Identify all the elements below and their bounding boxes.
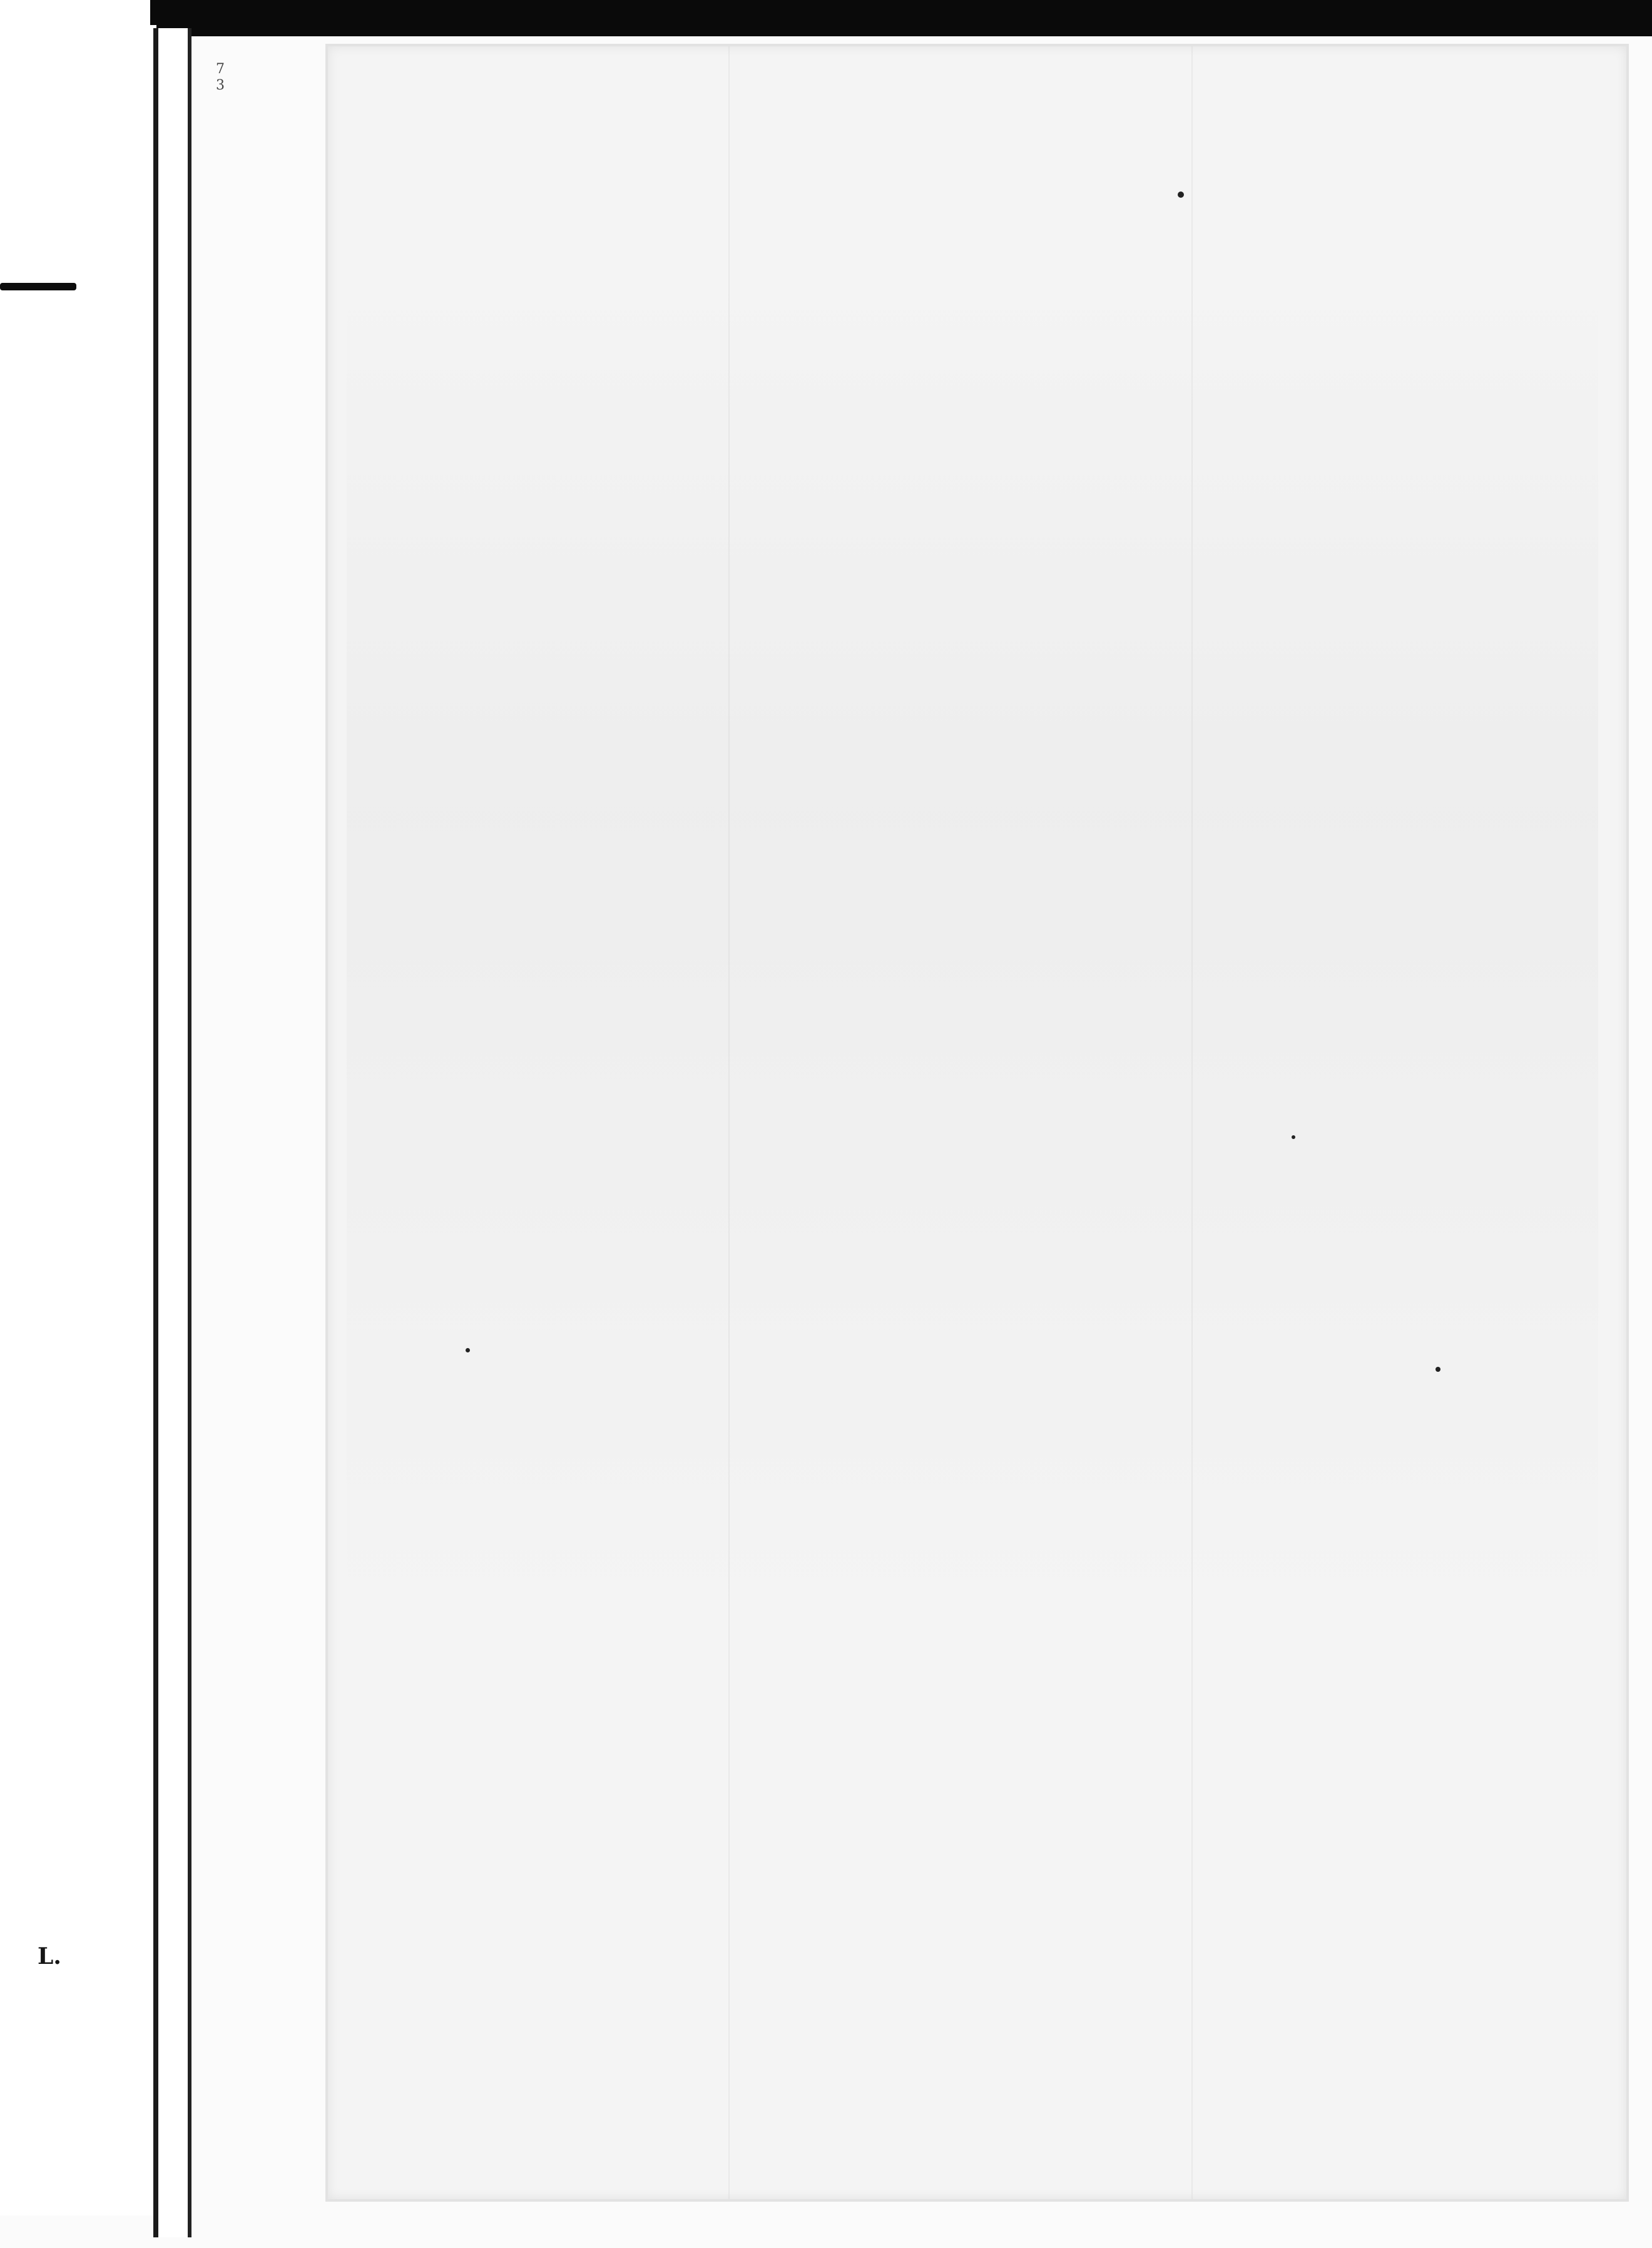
show-through-bleed (347, 265, 1598, 1642)
fold-line (1191, 46, 1193, 2199)
signature-initial: L. (38, 1943, 61, 1970)
dust-speck (466, 1348, 470, 1352)
scanner-top-bar (0, 0, 1652, 36)
page-edge-right (188, 28, 191, 2237)
page-edge-left (153, 28, 158, 2237)
section-rule (0, 283, 76, 290)
dust-speck (1178, 192, 1184, 198)
fold-line (728, 46, 730, 2199)
previous-page-fragment (0, 25, 156, 2215)
margin-mark: 3 (216, 78, 225, 93)
margin-marks (216, 61, 225, 94)
margin-mark: 7 (216, 61, 225, 77)
dust-speck (1435, 1367, 1440, 1372)
blank-page (325, 44, 1629, 2202)
dust-speck (1292, 1135, 1295, 1139)
page-gutter (158, 28, 188, 2237)
